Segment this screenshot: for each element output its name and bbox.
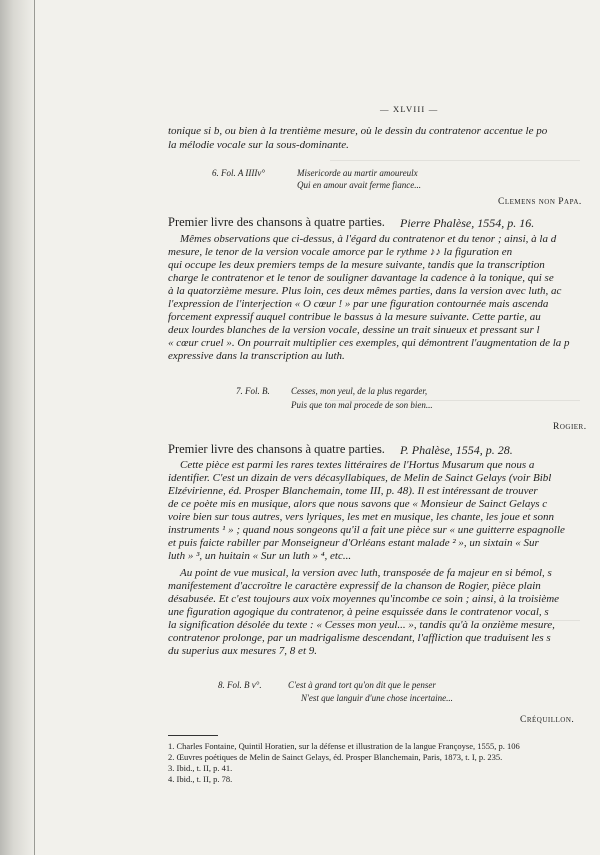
entry7-body-line: Au point de vue musical, la version avec luth, transposée de fa majeur en si bémol, s [180,567,552,579]
entry7-ref: 7. Fol. B. [236,386,270,396]
entry7-body-line: une figuration agogique du contratenor, à peine esquissée dans le contratenor vocal, s [168,606,549,618]
entry6-body-line: deux lourdes blanches de la version vocale, dessine un trait sinueux et pressant sur l [168,324,540,336]
entry7-body-line: instruments ¹ » ; quand nous songeons qu'il a fait une pièce sur « une guitterre espagnolle [168,524,565,536]
entry6-body-line: qui occupe les deux premiers temps de la mesure suivante, tandis que la transcription [168,259,545,271]
entry6-body-line: « cœur cruel ». On pourrait multiplier ces exemples, qui démontrent l'augmentation de la p [168,337,570,349]
footnote: 4. Ibid., t. II, p. 78. [168,774,233,784]
footnote-rule [168,735,218,736]
entry7-verse: Cesses, mon yeul, de la plus regarder, [291,386,428,396]
entry7-author: Rogier. [553,422,587,432]
entry7-body-line: du superius aux mesures 7, 8 et 9. [168,645,317,657]
entry6-body-line: forcement expressif auquel contribue le bassus à la mesure suivante. Cette partie, au [168,311,541,323]
entry8-ref: 8. Fol. B v°. [218,680,262,690]
entry7-body-line: luth » ³, un huitain « Sur un luth » ⁴, etc... [168,550,352,562]
binding-gutter [0,0,34,855]
entry7-body-line: Cette pièce est parmi les rares textes littéraires de l'Hortus Musarum que nous a [180,459,535,471]
entry6-body-line: à la quatorzième mesure. Plus loin, ces deux mêmes parties, dans la version avec luth, ac [168,285,562,297]
entry7-body-line: la signification désolée du texte : « Cesses mon yeul... », tandis qu'à la onzième mesure, [168,619,555,631]
footnote: 2. Œuvres poétiques de Melin de Sainct Gelays, éd. Prosper Blanchemain, Paris, 1873, t. I, p. 235. [168,752,503,762]
entry6-source-title: Premier livre des chansons à quatre parties. [168,215,385,229]
entry6-source-ref: Pierre Phalèse, 1554, p. 16. [400,216,535,230]
entry6-ref: 6. Fol. A IIIIv° [212,168,266,178]
footnote: 3. Ibid., t. II, p. 41. [168,763,233,773]
entry6-body-line: Mêmes observations que ci-dessus, à l'égard du contratenor et du tenor ; ainsi, à la d [180,233,557,245]
entry8-verse: N'est que languir d'une chose incertaine... [301,693,453,703]
spine-edge [34,0,35,855]
entry7-body-line: voire bien sur tous autres, vers lyriques, les met en musique, les chante, les joue et sonn [168,511,554,523]
entry6-body-line: l'expression de l'interjection « O cœur ! » par une figuration contournée mais ascenda [168,298,549,310]
entry7-source-ref: P. Phalèse, 1554, p. 28. [400,443,513,457]
intro-line: tonique si b, ou bien à la trentième mesure, où le dessin du contratenor accentue le po [168,125,548,137]
entry7-body-line: Elzévirienne, éd. Prosper Blanchemain, tome III, p. 48). Il est intéressant de trouver [168,485,538,497]
entry7-body-line: et puis faicte rabiller par Monseigneur d'Orléans estant malade ² », un sixtain « Sur [168,537,539,549]
entry7-body-line: contratenor prolonge, par un madrigalisme descendant, l'affliction que traduisent les s [168,632,551,644]
entry8-author: Créquillon. [520,715,575,725]
entry6-body-line: expressive dans la transcription au luth. [168,350,345,362]
entry7-verse: Puis que ton mal procede de son bien... [291,400,433,410]
entry6-verse: Qui en amour avait ferme fiance... [297,180,421,190]
entry7-body-line: manifestement d'accroître le caractère expressif de la chanson de Rogier, pièce plain [168,580,541,592]
entry6-body-line: charge le contratenor et le tenor de souligner davantage la cadence à la tonique, qui se [168,272,554,284]
bleed-staff-line [330,160,580,161]
entry7-body-line: désabusée. Et c'est toujours aux voix moyennes qu'incombe ce soin ; ainsi, à la troisième [168,593,560,605]
entry7-body-line: identifier. C'est un dizain de vers décasyllabiques, de Melin de Sainct Gelays (voir Bibl [168,472,552,484]
entry6-body-line: mesure, le tenor de la version vocale amorce par le rythme ♪♪ la figuration en [168,246,513,258]
entry6-author: Clemens non Papa. [498,197,582,207]
entry8-verse: C'est à grand tort qu'on dit que le penser [288,680,436,690]
page-number: — XLVIII — [380,104,439,114]
entry7-body-line: de ce poète mis en musique, alors que nous savons que « Monsieur de Sainct Gelays c [168,498,548,510]
intro-line: la mélodie vocale sur la sous-dominante. [168,139,349,151]
entry7-source-title: Premier livre des chansons à quatre parties. [168,442,385,456]
footnote: 1. Charles Fontaine, Quintil Horatien, sur la défense et illustration de la langue Françoyse, 1555, p. 106 [168,741,520,751]
entry6-verse: Misericorde au martir amoureulx [297,168,418,178]
